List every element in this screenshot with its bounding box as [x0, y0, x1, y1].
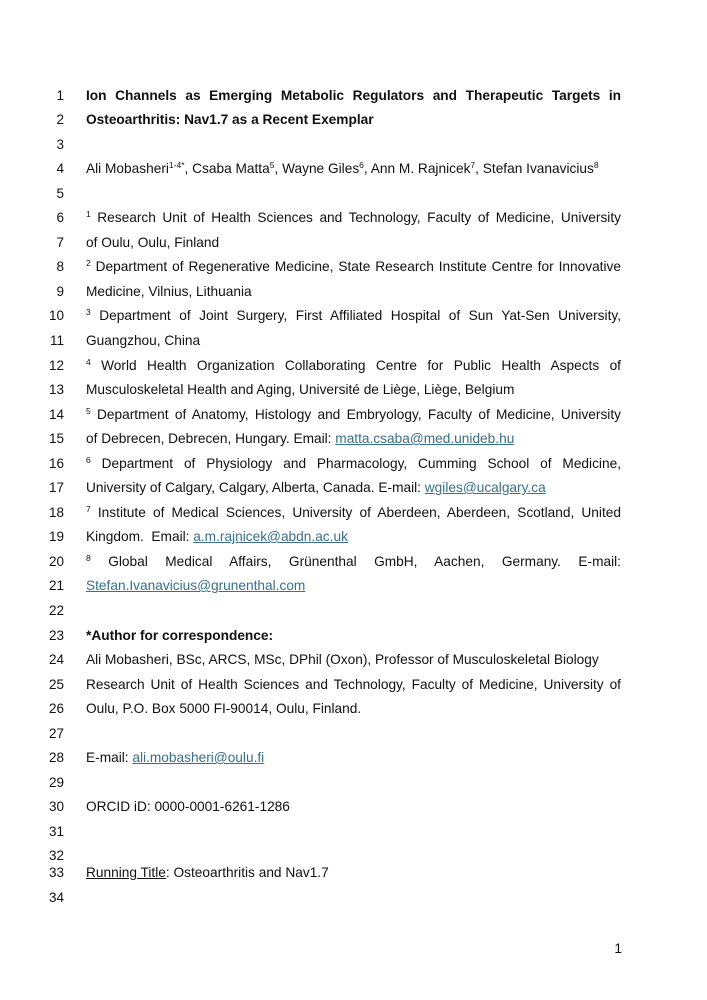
- author-list: [86, 161, 621, 177]
- line-number: 1: [56, 88, 64, 103]
- line-number: 11: [49, 333, 64, 348]
- line-number: 29: [48, 775, 64, 790]
- line-number: 26: [48, 701, 64, 716]
- author: Ali Mobasheri$^{1-4*}$,: [86, 160, 193, 176]
- line-number: 2: [56, 112, 64, 127]
- author: Wayne Giles$^6$,: [282, 160, 371, 176]
- line-number: 14: [48, 407, 64, 422]
- title-line-1: Ion Channels as Emerging Metabolic Regulators and Therapeutic Targets in: [86, 88, 621, 103]
- line-number: 7: [56, 235, 64, 250]
- correspondence-email: E-mail: ali.mobasheri@oulu.fi: [86, 750, 265, 765]
- correspondence-heading: *Author for correspondence:: [86, 628, 274, 643]
- line-number: 5: [56, 186, 64, 201]
- email-link[interactable]: wgiles@ucalgary.ca: [424, 480, 546, 495]
- line-number: 30: [48, 799, 64, 814]
- line-number: 24: [48, 652, 64, 667]
- line-number: 15: [48, 431, 64, 446]
- line-number: 13: [48, 382, 64, 397]
- line-number: 4: [56, 161, 64, 176]
- line-number: 21: [48, 578, 64, 593]
- line-number: 23: [48, 628, 64, 643]
- line-number: 3: [56, 137, 64, 152]
- line-number: 22: [48, 603, 64, 618]
- title-line-2: Osteoarthritis: Nav1.7 as a Recent Exemplar: [86, 112, 374, 127]
- page-number: 1: [614, 941, 622, 956]
- email-link[interactable]: Stefan.Ivanavicius@grunenthal.com: [86, 578, 306, 593]
- line-number: 9: [56, 284, 64, 299]
- line-number: 32: [48, 848, 64, 863]
- line-number: 17: [48, 480, 64, 495]
- line-number: 33: [48, 865, 64, 880]
- line-number: 18: [48, 505, 64, 520]
- line-number: 8: [56, 259, 64, 274]
- line-number: 10: [48, 308, 64, 323]
- orcid: ORCID iD: 0000-0001-6261-1286: [86, 799, 290, 814]
- line-number: 27: [48, 726, 64, 741]
- line-number: 6: [56, 210, 64, 225]
- author: Stefan Ivanavicius$^8$: [482, 160, 599, 176]
- line-number: 12: [48, 358, 64, 373]
- email-link[interactable]: ali.mobasheri@oulu.fi: [132, 750, 265, 765]
- running-title: Running Title: Osteoarthritis and Nav1.7: [86, 865, 329, 880]
- author: Ann M. Rajnicek$^7$,: [370, 160, 483, 176]
- line-number: 28: [48, 750, 64, 765]
- email-link[interactable]: a.m.rajnicek@abdn.ac.uk: [193, 529, 348, 544]
- line-number: 19: [48, 529, 64, 544]
- email-link[interactable]: matta.csaba@med.unideb.hu: [335, 431, 515, 446]
- line-number: 20: [48, 554, 64, 569]
- line-number: 25: [48, 677, 64, 692]
- author: Csaba Matta$^5$,: [192, 160, 283, 176]
- line-number: 16: [48, 456, 64, 471]
- line-number: 34: [48, 890, 64, 905]
- line-number: 31: [48, 824, 64, 839]
